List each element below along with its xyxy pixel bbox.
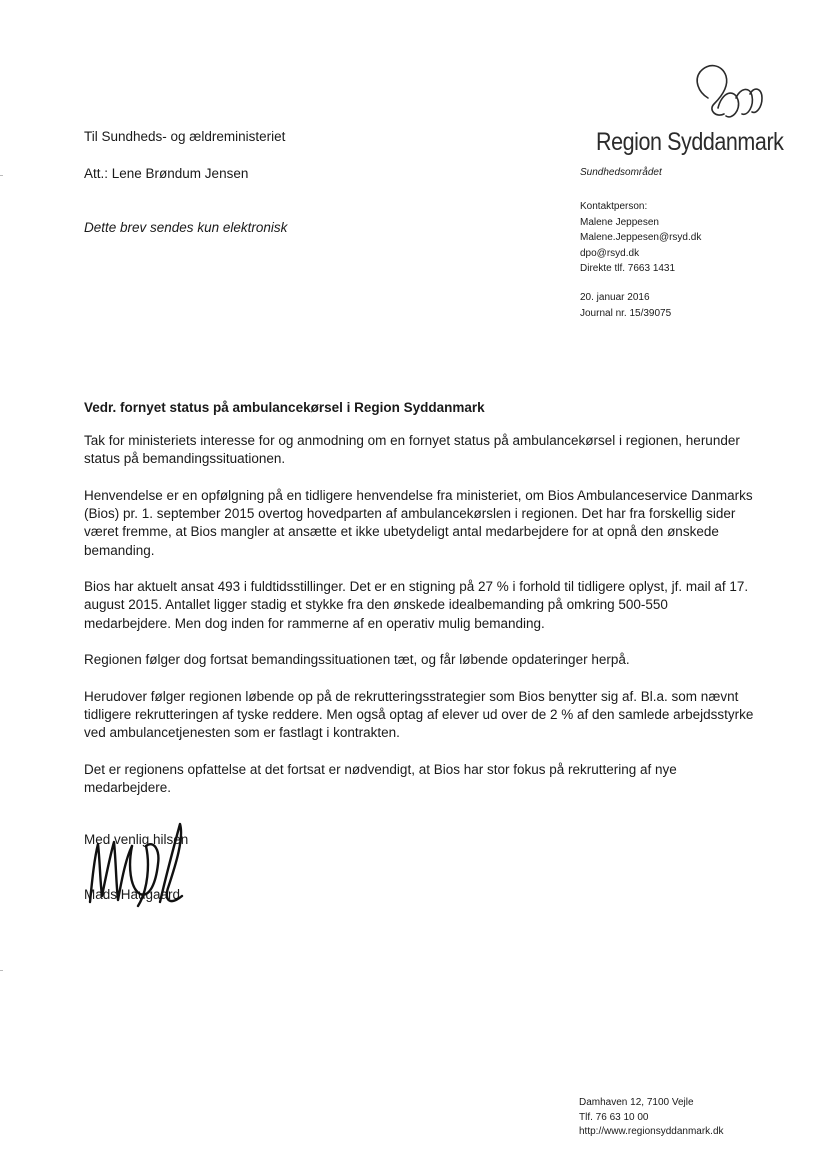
journal-number: Journal nr. 15/39075 bbox=[580, 307, 672, 319]
region-logo-text: Region Syddanmark bbox=[596, 128, 784, 156]
recipient-ministry: Til Sundheds- og ældreministeriet bbox=[84, 129, 286, 144]
paragraph: Regionen følger dog fortsat bemandingssituationen tæt, og får løbende opdateringer herpå. bbox=[84, 652, 630, 668]
closing-greeting: Med venlig hilsen bbox=[84, 832, 189, 847]
paragraph: Det er regionens opfattelse at det fortsat er nødvendigt, at Bios har stor fokus på rekruttering af nye medarbejdere. bbox=[84, 762, 677, 796]
date-block bbox=[580, 290, 671, 321]
paragraph: Henvendelse er en opfølgning på en tidligere henvendelse fra ministeriet, om Bios Ambulanceservice Danmarks (Bios) pr. 1. september 2015 overtog hovedparten af ambulancekørslen i regionen. Det har fra forskellig sider været fremme, at Bios mangler at ansætte et ikke ubetydeligt antal medarbejdere for at opnå den ønskede bemanding. bbox=[84, 487, 753, 558]
paragraph: Herudover følger regionen løbende op på de rekrutteringsstrategier som Bios benytter sig af. Bl.a. som nævnt tidligere rekrutteringen af tyske reddere. Men også optag af elever ud over de 2 % af den samlede arbejdsstyrke ved ambulancetjenesten som er fastlagt i kontrakten. bbox=[84, 689, 754, 741]
dpo-email: dpo@rsyd.dk bbox=[580, 247, 640, 259]
footer-website: http://www.regionsyddanmark.dk bbox=[579, 1126, 724, 1137]
direct-phone: Direkte tlf. 7663 1431 bbox=[580, 263, 676, 274]
letter-subject: Vedr. fornyet status på ambulancekørsel i Region Syddanmark bbox=[84, 400, 485, 415]
signer-name: Mads Haugaard bbox=[84, 887, 181, 902]
contact-name: Malene Jeppesen bbox=[580, 216, 659, 228]
contact-block bbox=[580, 199, 701, 277]
footer-address-block bbox=[579, 1096, 724, 1140]
electronic-notice: Dette brev sendes kun elektronisk bbox=[84, 220, 288, 235]
contact-email: Malene.Jeppesen@rsyd.dk bbox=[580, 232, 702, 243]
region-logo bbox=[596, 62, 796, 162]
scan-mark bbox=[0, 175, 3, 176]
scan-mark bbox=[0, 970, 3, 971]
footer-address: Damhaven 12, 7100 Vejle bbox=[579, 1097, 694, 1108]
department: Sundhedsområdet bbox=[580, 167, 662, 178]
letter-date: 20. januar 2016 bbox=[580, 292, 650, 303]
contact-label: Kontaktperson: bbox=[580, 201, 648, 212]
letter-body bbox=[84, 432, 754, 816]
footer-phone: Tlf. 76 63 10 00 bbox=[579, 1111, 649, 1123]
region-logo-icon bbox=[688, 62, 770, 132]
handwritten-signature bbox=[76, 816, 206, 916]
paragraph: Bios har aktuelt ansat 493 i fuldtidsstillinger. Det er en stigning på 27 % i forhold til tidligere oplyst, jf. mail af 17. august 2015. Antallet ligger stadig et stykke fra den ønskede idealbemanding på omkring 500-550 medarbejdere. Men dog inden for rammerne af en operativ mulig bemanding. bbox=[84, 579, 749, 631]
paragraph: Tak for ministeriets interesse for og anmodning om en fornyet status på ambulancekørsel i regionen, herunder status på bemandingssituationen. bbox=[84, 433, 740, 467]
recipient-attention: Att.: Lene Brøndum Jensen bbox=[84, 166, 249, 181]
